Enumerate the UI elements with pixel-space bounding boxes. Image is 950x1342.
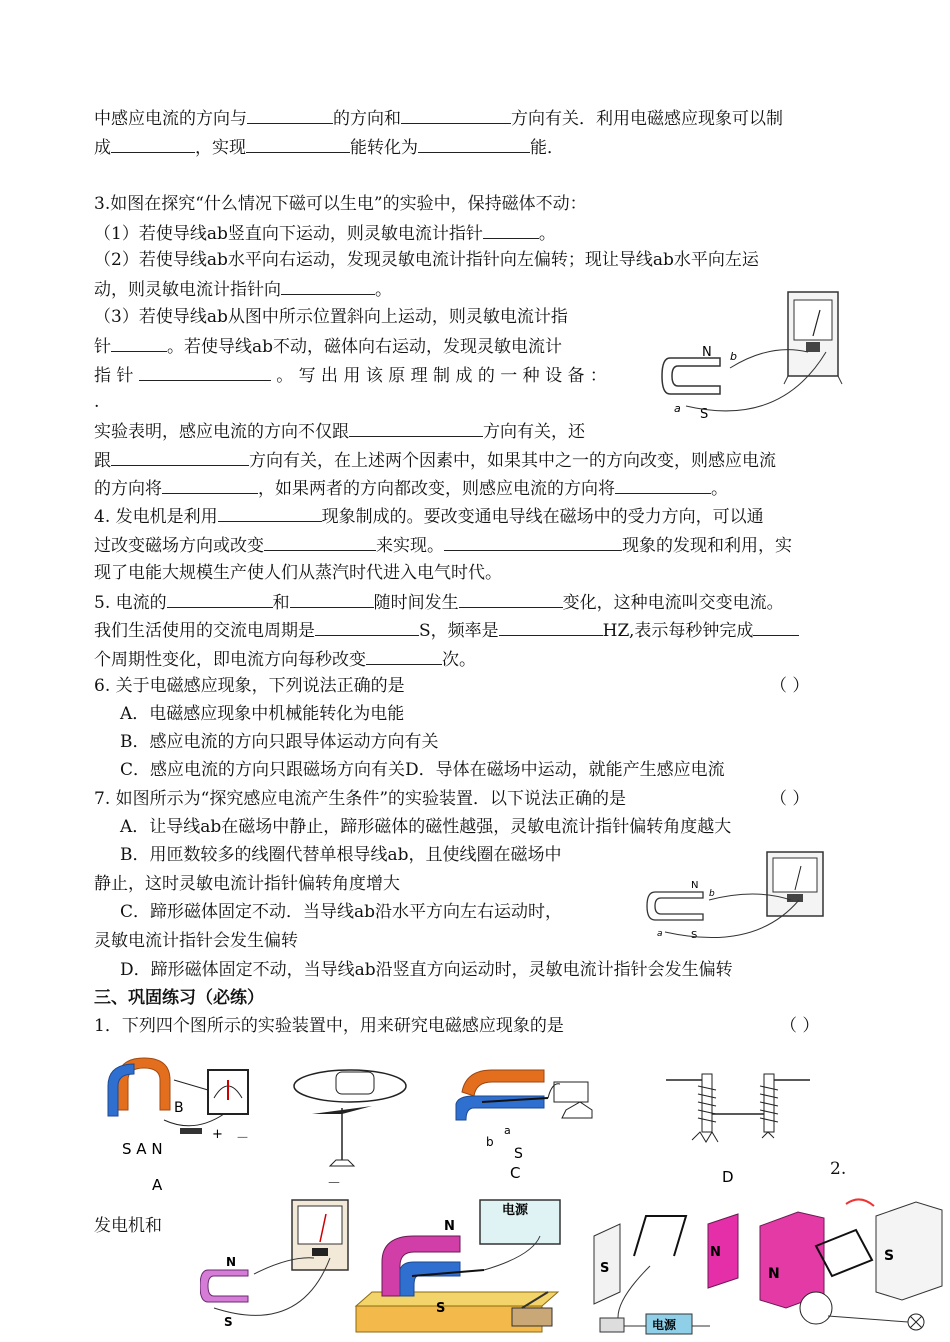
result-line-1 <box>94 418 585 444</box>
question-6: 6. 关于电磁感应现象，下列说法正确的是 <box>94 676 405 696</box>
answer-blank[interactable] <box>366 646 442 665</box>
text-line-2 <box>94 134 564 160</box>
question-3-2: （2）若使导线ab水平向右运动，发现灵敏电流计指针向左偏转；现让导线ab水平向左运 <box>94 250 759 270</box>
question-3-1 <box>94 220 556 246</box>
question-3-2-cont <box>94 276 392 302</box>
option-7b[interactable]: B．用匝数较多的线圈代替单根导线ab，且使线圈在磁场中 <box>120 845 562 865</box>
question-5-cont <box>94 617 799 643</box>
text: 方向有关，还 <box>483 422 585 442</box>
text: 针 <box>94 337 111 357</box>
text: 变化，这种电流叫交变电流。 <box>562 593 784 613</box>
question-4-end: 现了电能大规模生产使人们从蒸汽时代进入电气时代。 <box>94 563 502 583</box>
answer-paren[interactable]: （ ） <box>770 676 810 696</box>
question-7: 7. 如图所示为“探究感应电流产生条件”的实验装置．以下说法正确的是 <box>94 789 627 809</box>
answer-blank[interactable] <box>246 134 350 153</box>
label-option-A: A <box>152 1176 163 1194</box>
text: 个周期性变化，即电流方向每秒改变 <box>94 650 366 670</box>
tube <box>336 1072 374 1094</box>
answer-blank[interactable] <box>615 475 711 494</box>
option-7c[interactable]: C．蹄形磁体固定不动．当导线ab沿水平方向左右运动时， <box>120 902 563 922</box>
option-7b-cont: 静止，这时灵敏电流计指针偏转角度增大 <box>94 874 400 894</box>
label-plus: + <box>212 1127 223 1142</box>
horseshoe-magnet <box>200 1270 248 1302</box>
text: 现象的发现和利用，实 <box>622 536 792 556</box>
text: 5. 电流的 <box>94 593 167 613</box>
label-option-C: C <box>510 1164 521 1182</box>
text: 指 针 <box>94 366 134 386</box>
option-7c-cont: 灵敏电流计指针会发生偏转 <box>94 931 298 951</box>
option-6b[interactable]: B．感应电流的方向只跟导体运动方向有关 <box>120 732 439 752</box>
label-N: N <box>768 1266 780 1282</box>
label-S: S <box>436 1301 446 1316</box>
figure-p2-3 <box>590 1196 750 1340</box>
text: ，实现 <box>195 138 246 158</box>
answer-blank[interactable] <box>281 276 375 295</box>
label-N: N <box>691 880 699 891</box>
text: 。 <box>711 479 728 499</box>
answer-blank[interactable] <box>247 105 333 124</box>
label-S: S <box>691 930 698 941</box>
answer-blank[interactable] <box>290 589 374 608</box>
answer-blank[interactable] <box>401 105 511 124</box>
label-b: b <box>730 350 737 363</box>
label-option-D: D <box>722 1168 734 1185</box>
answer-blank[interactable] <box>218 503 322 522</box>
switch <box>562 1102 592 1118</box>
question-4-cont <box>94 532 792 558</box>
answer-blank[interactable] <box>111 134 195 153</box>
coil <box>634 1216 686 1256</box>
text: 。若使导线ab不动，磁体向右运动，发现灵敏电流计 <box>167 337 563 357</box>
label-option-B: － <box>327 1176 341 1192</box>
answer-blank[interactable] <box>139 362 271 381</box>
figure-p2-2 <box>352 1196 582 1340</box>
option-6c[interactable]: C．感应电流的方向只跟磁场方向有关D．导体在磁场中运动，就能产生感应电流 <box>120 760 725 780</box>
text: 和 <box>272 593 290 613</box>
text: 方向有关，在上述两个因素中，如果其中之一的方向改变，则感应电流 <box>249 451 776 471</box>
figure-q3-induction <box>660 288 850 428</box>
label-power: 电源 <box>502 1203 529 1218</box>
figure-option-a <box>104 1050 254 1195</box>
question-4 <box>94 503 764 529</box>
label-b: b <box>709 889 715 899</box>
text: HZ,表示每秒钟完成 <box>602 621 754 641</box>
practice-1: 1．下列四个图所示的实验装置中，用来研究电磁感应现象的是 <box>94 1016 564 1036</box>
answer-paren[interactable]: （ ） <box>770 789 810 809</box>
question-3-3: （3）若使导线ab从图中所示位置斜向上运动，则灵敏电流计指 <box>94 307 568 327</box>
label-S: S <box>884 1248 895 1264</box>
text: 的方向将 <box>94 479 162 499</box>
text: 现象制成的。要改变通电导线在磁场中的受力方向，可以通 <box>321 507 764 527</box>
figure-option-c <box>452 1062 602 1182</box>
answer-blank[interactable] <box>167 589 273 608</box>
horseshoe-magnet <box>662 358 720 394</box>
text: 。 写 出 用 该 原 理 制 成 的 一 种 设 备 ： <box>276 366 607 386</box>
text-line-1 <box>94 105 783 131</box>
label-N: N <box>226 1255 237 1269</box>
text: 成 <box>94 138 111 158</box>
question-3-3-device <box>94 362 607 388</box>
text: 来实现。 <box>376 536 444 556</box>
label-a: a <box>674 402 681 415</box>
answer-paren[interactable]: （ ） <box>780 1016 820 1036</box>
label-san: S A N <box>122 1140 163 1158</box>
option-6a[interactable]: A．电磁感应现象中机械能转化为电能 <box>120 704 405 724</box>
galvanometer-dial <box>773 858 817 892</box>
text: 跟 <box>94 451 111 471</box>
text: 次。 <box>442 650 476 670</box>
question-3-3-cont <box>94 333 562 359</box>
practice-2-number: 2. <box>830 1159 847 1179</box>
answer-blank[interactable] <box>264 532 376 551</box>
label-minus: － <box>236 1131 250 1146</box>
label-S: S <box>600 1261 610 1276</box>
text: 实验表明，感应电流的方向不仅跟 <box>94 422 349 442</box>
text: 中感应电流的方向与 <box>94 109 247 129</box>
label-N: N <box>710 1245 721 1260</box>
label-B: B <box>174 1100 184 1116</box>
result-line-3 <box>94 475 728 501</box>
label-S: S <box>700 407 709 422</box>
question-5 <box>94 589 784 615</box>
text: 随时间发生 <box>373 593 459 613</box>
terminal <box>806 342 820 352</box>
option-7d[interactable]: D．蹄形磁体固定不动，当导线ab沿竖直方向运动时，灵敏电流计指针会发生偏转 <box>120 960 733 980</box>
text: （1）若使导线ab竖直向下运动，则灵敏电流计指针 <box>94 224 483 244</box>
text: 。 <box>375 280 392 300</box>
label-S: S <box>514 1146 523 1162</box>
magnet-orange <box>462 1070 544 1096</box>
text: 方向有关．利用电磁感应现象可以制 <box>511 109 783 129</box>
answer-blank[interactable] <box>499 617 603 636</box>
text: 的方向和 <box>333 109 401 129</box>
compass-needle <box>312 1106 372 1114</box>
question-3-title: 3.如图在探究“什么情况下磁可以生电”的实验中，保持磁体不动： <box>94 194 587 214</box>
switch <box>512 1308 552 1326</box>
figure-p2-1 <box>200 1196 375 1340</box>
label-S: S <box>224 1315 233 1329</box>
answer-blank[interactable] <box>444 532 622 551</box>
question-5-end <box>94 646 476 672</box>
figure-q7-induction <box>645 848 835 953</box>
text: 4. 发电机是利用 <box>94 507 218 527</box>
answer-blank[interactable] <box>162 475 258 494</box>
text: 能转化为 <box>350 138 418 158</box>
label-a: a <box>504 1124 511 1137</box>
practice-2-text: 发电机和 <box>94 1216 162 1236</box>
answer-blank[interactable] <box>418 134 530 153</box>
answer-blank[interactable] <box>315 617 419 636</box>
figure-option-d <box>664 1070 814 1185</box>
slip-ring <box>800 1292 832 1324</box>
answer-blank[interactable] <box>349 418 483 437</box>
label-b: b <box>486 1135 494 1149</box>
label-N: N <box>702 345 712 360</box>
option-7a[interactable]: A．让导线ab在磁场中静止，蹄形磁体的磁性越强，灵敏电流计指针偏转角度越大 <box>120 817 732 837</box>
battery <box>554 1082 588 1102</box>
figure-option-b <box>290 1062 420 1192</box>
text: 。 <box>538 224 556 244</box>
text: 能． <box>530 138 564 158</box>
text: 过改变磁场方向或改变 <box>94 536 264 556</box>
label-N: N <box>444 1219 455 1234</box>
dot: . <box>94 392 100 412</box>
label-a: a <box>657 929 663 939</box>
text: 我们生活使用的交流电周期是 <box>94 621 315 641</box>
rotation-arrow <box>846 1199 874 1206</box>
text: 动，则灵敏电流计指针向 <box>94 280 281 300</box>
switch <box>180 1128 202 1134</box>
figure-p2-4 <box>756 1190 946 1340</box>
text: S，频率是 <box>419 621 499 641</box>
answer-blank[interactable] <box>459 589 563 608</box>
result-line-2 <box>94 447 776 473</box>
label-power: 电源 <box>652 1318 677 1332</box>
answer-blank[interactable] <box>111 447 249 466</box>
horseshoe-magnet <box>647 892 703 920</box>
answer-blank[interactable] <box>483 220 539 239</box>
answer-blank[interactable] <box>111 333 167 352</box>
text: ，如果两者的方向都改变，则感应电流的方向将 <box>258 479 615 499</box>
section-heading: 三、巩固练习（必练） <box>94 988 264 1008</box>
answer-blank[interactable] <box>753 617 799 636</box>
